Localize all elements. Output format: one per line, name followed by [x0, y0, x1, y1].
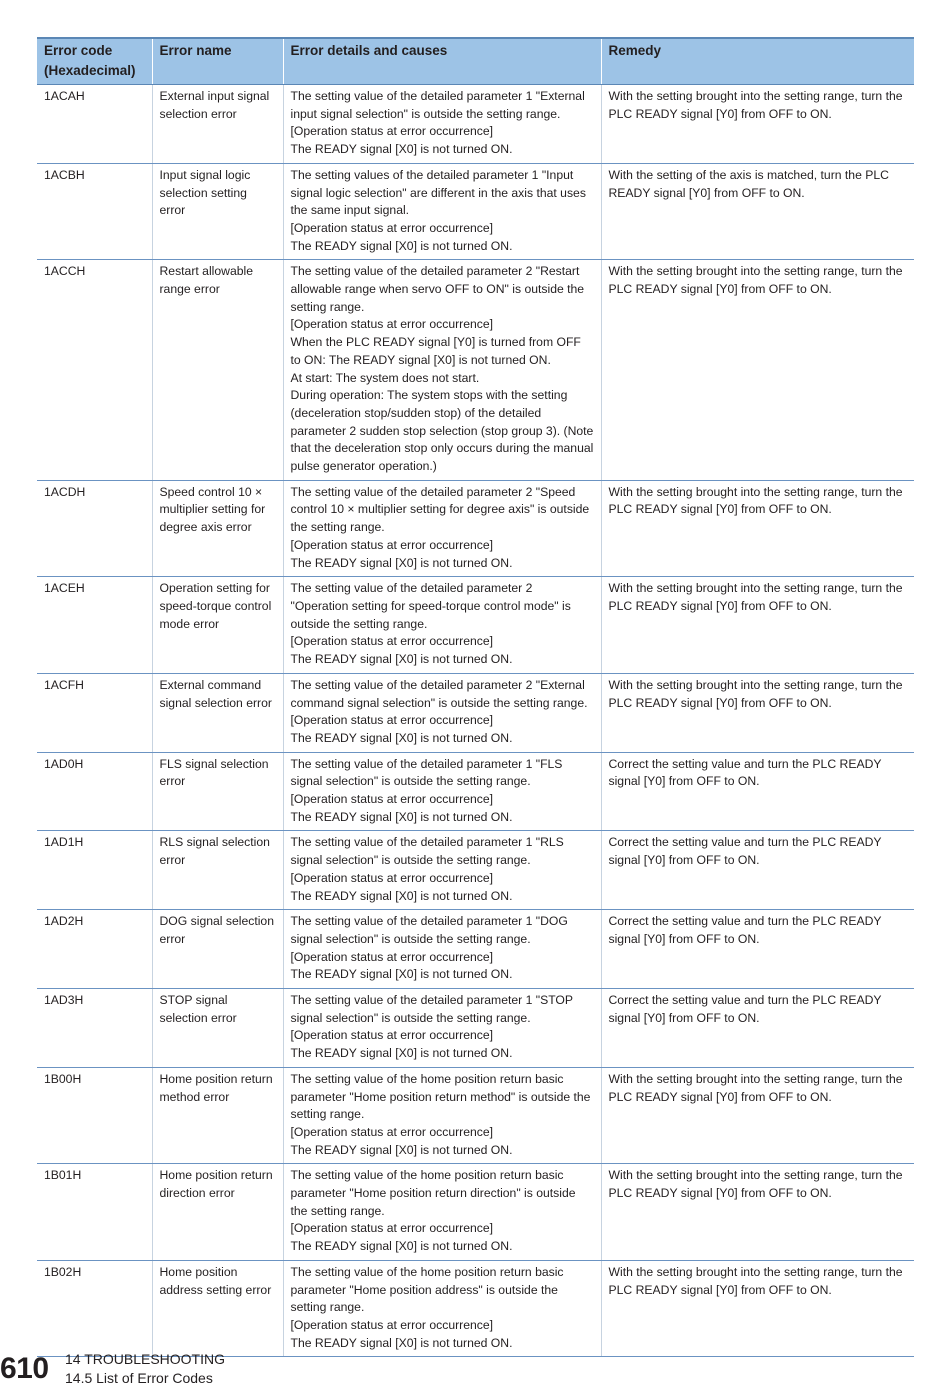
error-details-cell: [283, 577, 601, 674]
error-code-table-container: [37, 37, 914, 1357]
table-row: [37, 752, 914, 831]
remedy-cell: Correct the setting value and turn the PLC READY signal [Y0] from OFF to ON.: [601, 989, 914, 1068]
error-name-cell: Home position return direction error: [152, 1164, 283, 1261]
table-row: [37, 85, 914, 164]
error-details-line: The setting value of the detailed parameter 1 "STOP signal selection" is outside the setting range.: [290, 993, 573, 1025]
error-details-line: [Operation status at error occurrence]: [290, 1028, 494, 1043]
footer-chapter: 14 TROUBLESHOOTING: [65, 1351, 226, 1367]
error-code-cell: 1B00H: [37, 1067, 152, 1164]
error-details-line: The READY signal [X0] is not turned ON.: [290, 142, 513, 157]
error-code-cell: 1ACDH: [37, 480, 152, 577]
table-row: [37, 673, 914, 752]
table-row: [37, 910, 914, 989]
remedy-cell: With the setting brought into the setting range, turn the PLC READY signal [Y0] from OFF to ON.: [601, 673, 914, 752]
error-code-cell: 1ACCH: [37, 260, 152, 480]
error-code-cell: 1B01H: [37, 1164, 152, 1261]
remedy-cell: With the setting brought into the setting range, turn the PLC READY signal [Y0] from OFF to ON.: [601, 1260, 914, 1357]
error-name-cell: Home position address setting error: [152, 1260, 283, 1357]
header-error-code-line1: Error code: [44, 43, 113, 58]
table-row: [37, 1067, 914, 1164]
remedy-cell: Correct the setting value and turn the PLC READY signal [Y0] from OFF to ON.: [601, 910, 914, 989]
error-details-line: The READY signal [X0] is not turned ON.: [290, 967, 513, 982]
error-name-cell: External input signal selection error: [152, 85, 283, 164]
header-error-code-line2: (Hexadecimal): [44, 63, 136, 78]
error-details-cell: [283, 831, 601, 910]
error-code-cell: 1ACAH: [37, 85, 152, 164]
error-details-line: The READY signal [X0] is not turned ON.: [290, 555, 513, 570]
header-row: [37, 38, 914, 85]
error-details-cell: [283, 752, 601, 831]
error-name-cell: DOG signal selection error: [152, 910, 283, 989]
error-code-cell: 1AD3H: [37, 989, 152, 1068]
error-code-cell: 1AD0H: [37, 752, 152, 831]
error-code-table: [37, 37, 914, 1357]
error-details-line: At start: The system does not start.: [290, 370, 480, 385]
error-details-line: [Operation status at error occurrence]: [290, 124, 494, 139]
error-details-cell: [283, 910, 601, 989]
error-name-cell: Home position return method error: [152, 1067, 283, 1164]
error-details-line: The READY signal [X0] is not turned ON.: [290, 1142, 513, 1157]
remedy-cell: With the setting of the axis is matched, turn the PLC READY signal [Y0] from OFF to ON.: [601, 163, 914, 260]
error-details-line: The setting value of the detailed parameter 1 "RLS signal selection" is outside the setting range.: [290, 835, 564, 868]
error-details-line: The setting value of the home position return basic parameter "Home position return direction" is outside the setting range.: [290, 1168, 576, 1218]
error-details-line: The setting value of the detailed parameter 2 "Operation setting for speed-torque control mode" is outside the setting range.: [290, 581, 571, 631]
error-details-cell: [283, 1164, 601, 1261]
error-details-cell: [283, 989, 601, 1068]
error-details-line: [Operation status at error occurrence]: [290, 537, 494, 552]
remedy-cell: With the setting brought into the setting range, turn the PLC READY signal [Y0] from OFF to ON.: [601, 480, 914, 577]
error-details-line: The setting value of the detailed parameter 1 "External input signal selection" is outside the setting range.: [290, 89, 585, 121]
error-name-cell: RLS signal selection error: [152, 831, 283, 910]
remedy-cell: Correct the setting value and turn the PLC READY signal [Y0] from OFF to ON.: [601, 752, 914, 831]
error-details-line: The setting value of the detailed parameter 2 "External command signal selection" is outside the setting range.: [290, 677, 588, 710]
error-details-line: The setting value of the detailed parameter 1 "FLS signal selection" is outside the setting range.: [290, 756, 563, 789]
footer-section: 14.5 List of Error Codes: [65, 1370, 213, 1386]
error-details-line: [Operation status at error occurrence]: [290, 220, 494, 235]
error-details-line: The READY signal [X0] is not turned ON.: [290, 809, 513, 824]
error-code-cell: 1AD2H: [37, 910, 152, 989]
error-details-line: The READY signal [X0] is not turned ON.: [290, 238, 513, 253]
error-details-line: The setting value of the detailed parameter 1 "DOG signal selection" is outside the setting range.: [290, 914, 568, 946]
error-code-cell: 1AD1H: [37, 831, 152, 910]
error-name-cell: Speed control 10 × multiplier setting for degree axis error: [152, 480, 283, 577]
error-details-line: [Operation status at error occurrence]: [290, 792, 494, 807]
error-details-line: The setting value of the detailed parameter 2 "Speed control 10 × multiplier setting for degree axis" is outside the setting range.: [290, 484, 590, 535]
error-details-line: The READY signal [X0] is not turned ON.: [290, 1046, 513, 1061]
error-details-line: [Operation status at error occurrence]: [290, 317, 494, 332]
remedy-cell: With the setting brought into the setting range, turn the PLC READY signal [Y0] from OFF to ON.: [601, 1164, 914, 1261]
error-details-line: [Operation status at error occurrence]: [290, 1318, 494, 1332]
error-details-line: The READY signal [X0] is not turned ON.: [290, 1239, 513, 1254]
error-code-cell: 1ACEH: [37, 577, 152, 674]
error-details-line: [Operation status at error occurrence]: [290, 949, 494, 964]
error-details-cell: [283, 480, 601, 577]
table-row: [37, 989, 914, 1068]
error-code-cell: 1ACBH: [37, 163, 152, 260]
table-row: [37, 163, 914, 260]
error-details-line: [Operation status at error occurrence]: [290, 634, 494, 649]
error-details-line: The setting value of the home position return basic parameter "Home position return method" is outside the setting range.: [290, 1071, 591, 1122]
header-error-code: [37, 38, 152, 85]
error-name-cell: STOP signal selection error: [152, 989, 283, 1068]
remedy-cell: Correct the setting value and turn the PLC READY signal [Y0] from OFF to ON.: [601, 831, 914, 910]
error-details-cell: [283, 1260, 601, 1357]
error-details-line: The setting values of the detailed parameter 1 "Input signal logic selection" are different in the axis that uses the same input signal.: [290, 167, 586, 218]
error-details-cell: [283, 1067, 601, 1164]
error-details-line: The READY signal [X0] is not turned ON.: [290, 888, 513, 903]
error-details-line: [Operation status at error occurrence]: [290, 1124, 494, 1139]
error-details-line: The READY signal [X0] is not turned ON.: [290, 652, 513, 667]
table-header: [37, 38, 914, 85]
table-row: [37, 1164, 914, 1261]
error-details-cell: [283, 673, 601, 752]
remedy-cell: With the setting brought into the setting range, turn the PLC READY signal [Y0] from OFF to ON.: [601, 577, 914, 674]
error-details-cell: [283, 260, 601, 480]
table-row: [37, 260, 914, 480]
header-error-details: Error details and causes: [283, 38, 601, 85]
remedy-cell: With the setting brought into the setting range, turn the PLC READY signal [Y0] from OFF to ON.: [601, 1067, 914, 1164]
error-details-line: The READY signal [X0] is not turned ON.: [290, 1335, 513, 1350]
header-remedy: Remedy: [601, 38, 914, 85]
error-details-line: [Operation status at error occurrence]: [290, 713, 494, 728]
remedy-cell: With the setting brought into the setting range, turn the PLC READY signal [Y0] from OFF to ON.: [601, 260, 914, 480]
error-details-line: [Operation status at error occurrence]: [290, 870, 494, 885]
table-row: [37, 480, 914, 577]
error-name-cell: Input signal logic selection setting error: [152, 163, 283, 260]
error-details-line: The setting value of the detailed parameter 2 "Restart allowable range when servo OFF to ON" is outside the setting range.: [290, 264, 585, 314]
error-details-line: [Operation status at error occurrence]: [290, 1221, 494, 1236]
error-details-line: During operation: The system stops with the setting (deceleration stop/sudden stop) of the detailed parameter 2 sudden stop selection (stop group 3). (Note that the deceleration stop only occurs during the manual pulse generator operation.): [290, 388, 594, 474]
error-details-cell: [283, 163, 601, 260]
error-code-cell: 1B02H: [37, 1260, 152, 1357]
error-name-cell: FLS signal selection error: [152, 752, 283, 831]
error-details-line: The READY signal [X0] is not turned ON.: [290, 730, 513, 745]
header-error-name: Error name: [152, 38, 283, 85]
table-row: [37, 1260, 914, 1357]
error-name-cell: External command signal selection error: [152, 673, 283, 752]
error-details-line: When the PLC READY signal [Y0] is turned from OFF to ON: The READY signal [X0] is not turned ON.: [290, 335, 581, 367]
error-code-cell: 1ACFH: [37, 673, 152, 752]
error-name-cell: Restart allowable range error: [152, 260, 283, 480]
error-details-line: The setting value of the home position return basic parameter "Home position address" is outside the setting range.: [290, 1264, 564, 1315]
remedy-cell: With the setting brought into the setting range, turn the PLC READY signal [Y0] from OFF to ON.: [601, 85, 914, 164]
page-number: 610: [0, 1352, 49, 1385]
table-row: [37, 577, 914, 674]
table-body: [37, 85, 914, 1357]
error-details-cell: [283, 85, 601, 164]
error-name-cell: Operation setting for speed-torque control mode error: [152, 577, 283, 674]
table-row: [37, 831, 914, 910]
